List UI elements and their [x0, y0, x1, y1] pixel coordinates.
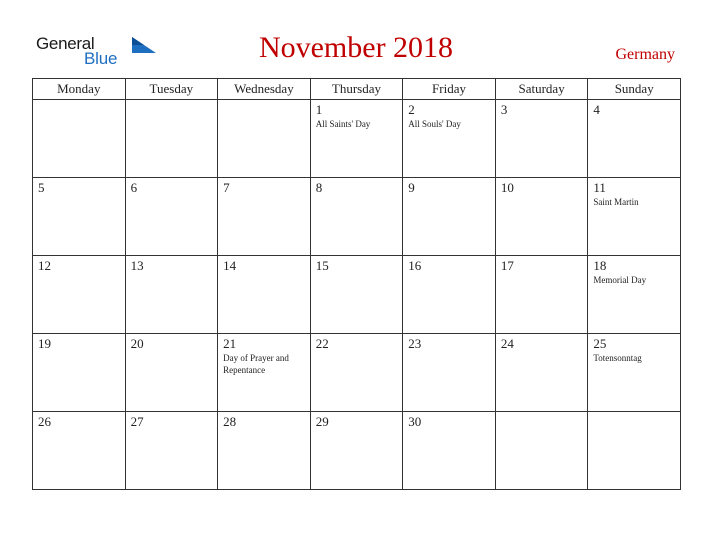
day-number: 25 — [593, 336, 607, 351]
day-cell — [403, 334, 496, 412]
weekday-header: Friday — [403, 79, 496, 100]
week-row — [33, 256, 681, 334]
week-row — [33, 334, 681, 412]
day-cell — [33, 334, 126, 412]
day-cell — [33, 100, 126, 178]
day-number: 9 — [408, 180, 415, 195]
day-cell — [310, 334, 403, 412]
day-number: 26 — [38, 414, 51, 429]
day-number: 17 — [500, 258, 514, 273]
holiday-label: Memorial Day — [593, 275, 647, 285]
day-cell — [495, 100, 588, 178]
day-cell — [588, 256, 681, 334]
weekday-header-row — [33, 79, 681, 100]
holiday-label: Saint Martin — [593, 197, 639, 207]
day-number: 15 — [315, 258, 329, 273]
weekday-header: Saturday — [495, 79, 588, 100]
day-number: 28 — [223, 414, 237, 429]
week-row — [33, 178, 681, 256]
day-cell — [218, 412, 311, 490]
day-number: 27 — [130, 414, 144, 429]
weekday-header: Monday — [33, 79, 126, 100]
day-cell — [495, 334, 588, 412]
day-cell — [403, 100, 496, 178]
holiday-label: All Souls' Day — [408, 119, 461, 129]
day-cell — [125, 100, 218, 178]
day-cell — [588, 334, 681, 412]
day-cell — [588, 100, 681, 178]
day-cell — [125, 412, 218, 490]
day-cell — [310, 100, 403, 178]
day-number: 12 — [38, 258, 51, 273]
day-cell — [218, 178, 311, 256]
day-number: 13 — [130, 258, 144, 273]
weekday-header: Wednesday — [218, 79, 311, 100]
day-cell — [218, 100, 311, 178]
day-number: 2 — [408, 102, 415, 117]
day-cell — [310, 412, 403, 490]
day-number: 23 — [408, 336, 422, 351]
calendar-title: November 2018 — [258, 31, 454, 64]
weekday-header: Sunday — [588, 79, 681, 100]
day-cell — [403, 412, 496, 490]
day-cell — [218, 256, 311, 334]
holiday-label: Day of Prayer and Repentance — [223, 353, 289, 375]
holiday-label: Totensonntag — [593, 353, 642, 363]
day-number: 1 — [315, 102, 323, 117]
logo-text-blue: Blue — [84, 49, 118, 68]
day-cell — [125, 256, 218, 334]
day-cell — [33, 178, 126, 256]
day-number: 21 — [223, 336, 237, 351]
logo-text-general: General — [36, 34, 95, 53]
day-cell — [310, 256, 403, 334]
day-number: 22 — [315, 336, 329, 351]
holiday-label: All Saints' Day — [315, 119, 371, 129]
week-row — [33, 100, 681, 178]
day-number: 4 — [593, 102, 600, 117]
day-cell — [403, 178, 496, 256]
day-cell — [125, 334, 218, 412]
day-number: 8 — [315, 180, 323, 195]
day-number: 30 — [408, 414, 422, 429]
day-cell — [588, 178, 681, 256]
day-cell — [310, 178, 403, 256]
weekday-header: Thursday — [310, 79, 403, 100]
calendar-grid — [32, 78, 681, 490]
day-cell — [495, 178, 588, 256]
day-cell — [125, 178, 218, 256]
day-number: 29 — [315, 414, 329, 429]
day-number: 3 — [500, 102, 508, 117]
day-cell — [588, 412, 681, 490]
day-cell — [33, 412, 126, 490]
day-number: 7 — [223, 180, 230, 195]
day-cell — [495, 256, 588, 334]
day-cell — [218, 334, 311, 412]
day-cell — [495, 412, 588, 490]
country-label: Germany — [615, 46, 675, 63]
day-number: 19 — [38, 336, 51, 351]
week-row — [33, 412, 681, 490]
day-cell — [33, 256, 126, 334]
weekday-header: Tuesday — [125, 79, 218, 100]
day-number: 24 — [500, 336, 514, 351]
day-number: 14 — [223, 258, 237, 273]
day-number: 5 — [38, 180, 45, 195]
day-cell — [403, 256, 496, 334]
day-number: 18 — [593, 258, 607, 273]
day-number: 6 — [130, 180, 138, 195]
day-number: 16 — [408, 258, 422, 273]
day-number: 10 — [500, 180, 514, 195]
day-number: 11 — [593, 180, 606, 195]
day-number: 20 — [130, 336, 144, 351]
